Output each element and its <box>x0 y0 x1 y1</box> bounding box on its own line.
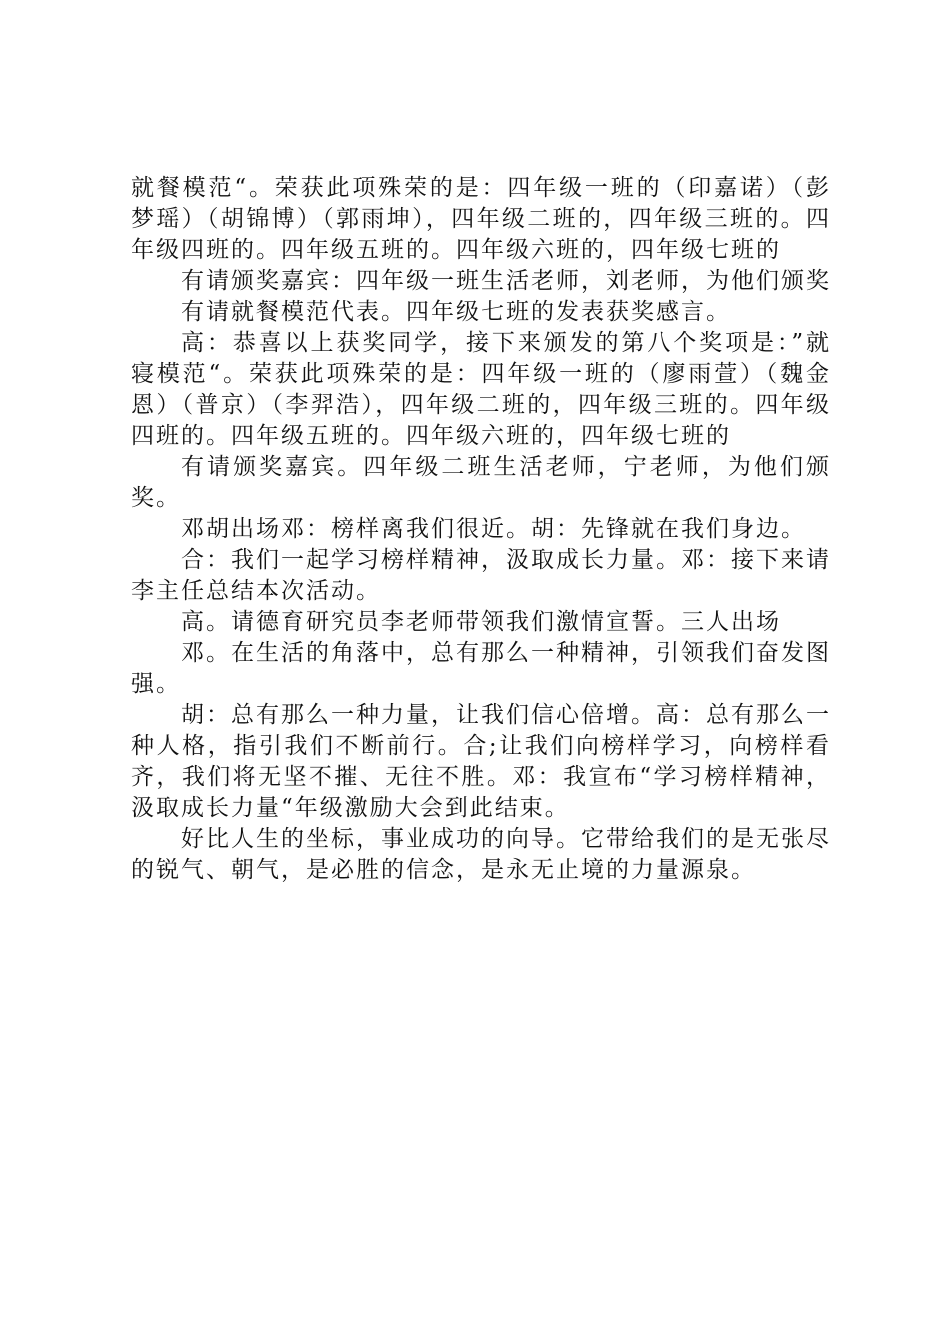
paragraph-together-summary: 合：我们一起学习榜样精神，汲取成长力量。邓：接下来请李主任总结本次活动。 <box>131 547 831 604</box>
paragraph-sleeping-award-winners: 高：恭喜以上获奖同学，接下来颁发的第八个奖项是：”就寝模范“。荣获此项殊荣的是：四年级一班的（廖雨萱）（魏金恩）（普京）（李羿浩），四年级二班的，四年级三班的。四年级四班的。四年级五班的。四年级六班的，四年级七班的 <box>131 330 831 449</box>
paragraph-closing-lines: 胡：总有那么一种力量，让我们信心倍增。高：总有那么一种人格，指引我们不断前行。合;让我们向榜样学习，向榜样看齐，我们将无坚不摧、无往不胜。邓：我宣布“学习榜样精神，汲取成长力量“年级激励大会到此结束。 <box>131 702 831 821</box>
paragraph-dining-award-winners: 就餐模范“。荣获此项殊荣的是：四年级一班的（印嘉诺）（彭梦瑶）（胡锦博）（郭雨坤），四年级二班的，四年级三班的。四年级四班的。四年级五班的。四年级六班的，四年级七班的 <box>131 175 831 263</box>
paragraph-oath: 高。请德育研究员李老师带领我们激情宣誓。三人出场 <box>181 609 781 635</box>
paragraph-deng-spirit: 邓。在生活的角落中，总有那么一种精神，引领我们奋发图强。 <box>131 640 831 697</box>
document-body <box>131 173 831 886</box>
paragraph-hosts-entrance: 邓胡出场邓：榜样离我们很近。胡：先锋就在我们身边。 <box>181 516 806 542</box>
paragraph-dining-award-speech: 有请就餐模范代表。四年级七班的发表获奖感言。 <box>181 299 731 325</box>
paragraph-role-model-coordinate: 好比人生的坐标，事业成功的向导。它带给我们的是无张尽的锐气、朝气，是必胜的信念，是永无止境的力量源泉。 <box>131 826 831 883</box>
paragraph-dining-award-presenter: 有请颁奖嘉宾：四年级一班生活老师，刘老师，为他们颁奖 <box>181 268 831 294</box>
paragraph-sleeping-award-presenter: 有请颁奖嘉宾。四年级二班生活老师，宁老师，为他们颁奖。 <box>131 454 831 511</box>
